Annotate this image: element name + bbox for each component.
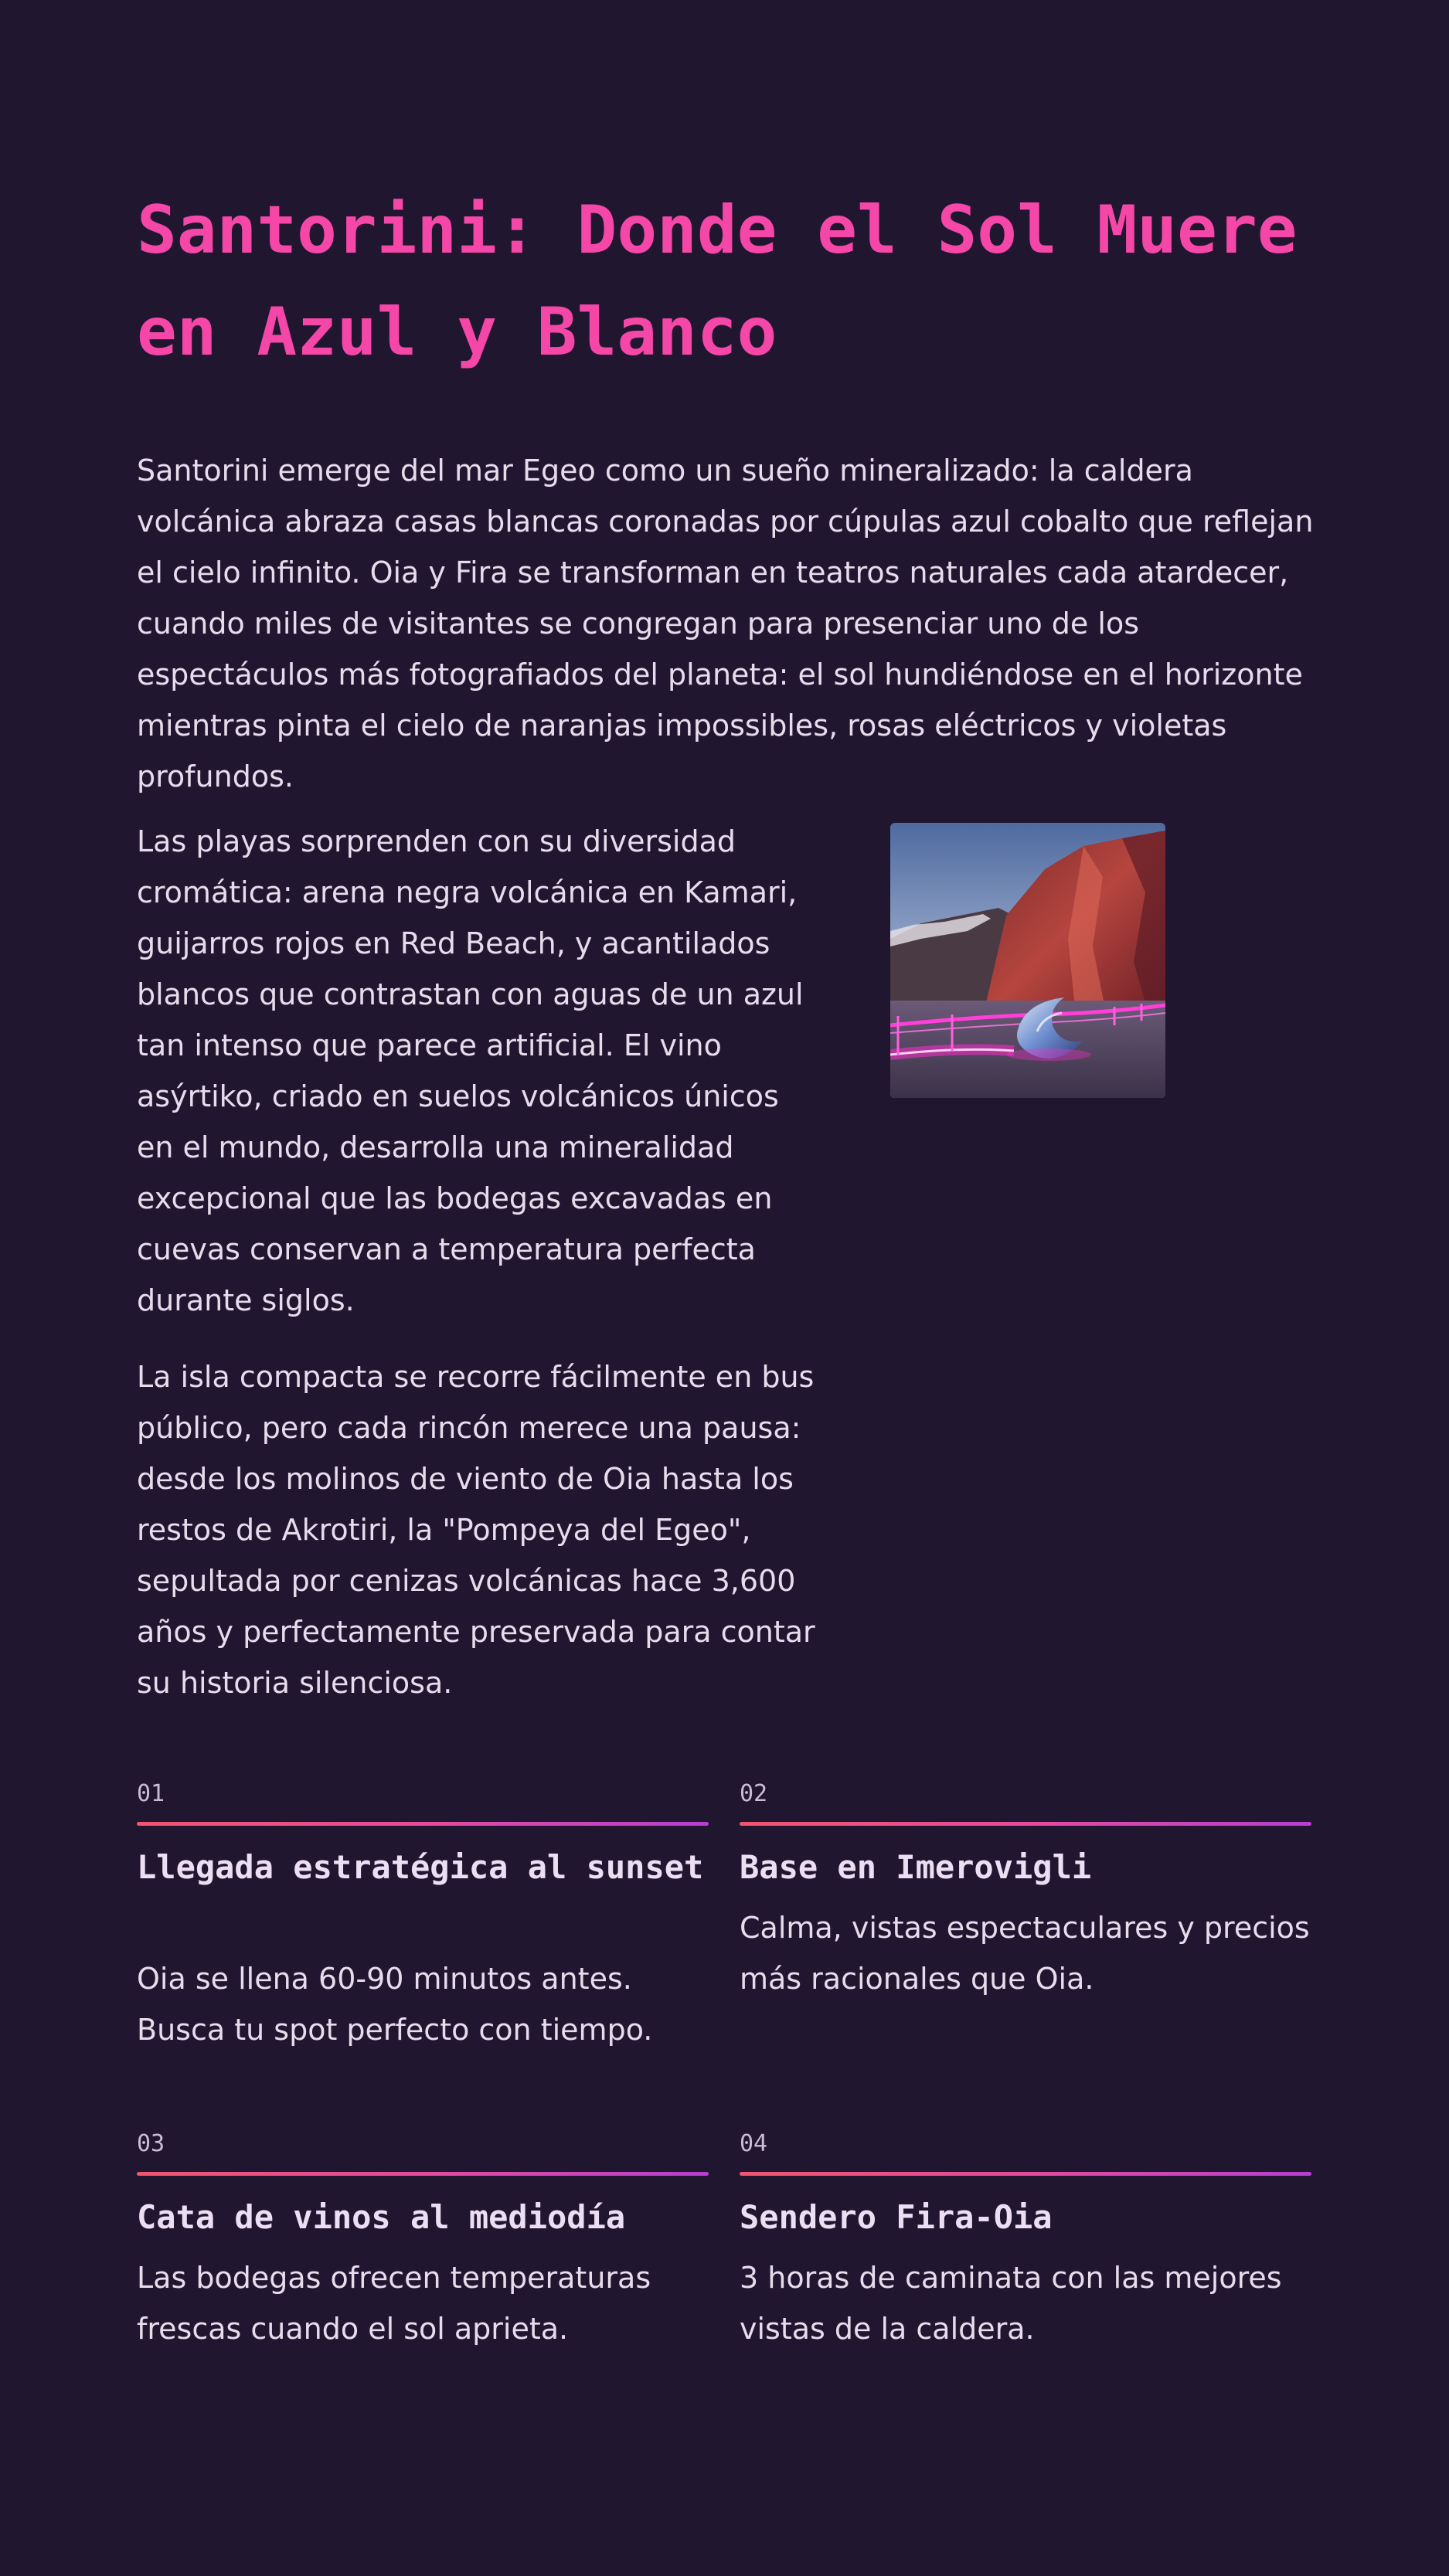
tip-divider: [137, 1822, 709, 1826]
tip-title: Llegada estratégica al sunset: [137, 1848, 704, 1886]
tip-divider: [137, 2172, 709, 2176]
tip-description: Calma, vistas espectaculares y precios más racionales que Oia.: [740, 1911, 1310, 1996]
intro-paragraph: Santorini emerge del mar Egeo como un sueño mineralizado: la caldera volcánica abraza casas blancas coronadas por cúpulas azul cobalto que reflejan el cielo infinito. Oia y Fira se transforman en teatros naturales cada atardecer, cuando miles de visitantes se congregan para presenciar uno de los espectáculos más fotografiados del planeta: el sol hundiéndose en el horizonte mientras pinta el cielo de naranjas impossibles, rosas eléctricos y violetas profundos.: [137, 454, 1314, 794]
tip-title: Cata de vinos al mediodía: [137, 2198, 626, 2236]
beaches-paragraph: Las playas sorprenden con su diversidad cromática: arena negra volcánica en Kamari, guijarros rojos en Red Beach, y acantilados blancos que contrastan con aguas de un azul tan intenso que parece artificial. El vino asýrtiko, criado en suelos volcánicos únicos en el mundo, desarrolla una mineralidad excepcional que las bodegas excavadas en cuevas conservan a temperatura perfecta durante siglos.: [137, 824, 804, 1317]
tip-divider: [740, 1822, 1311, 1826]
tip-description: 3 horas de caminata con las mejores vistas de la caldera.: [740, 2261, 1282, 2346]
tip-title: Sendero Fira-Oia: [740, 2198, 1053, 2236]
page-title: Santorini: Donde el Sol Muere en Azul y Blanco: [137, 192, 1298, 371]
tip-number: 04: [740, 2130, 768, 2157]
tip-title: Base en Imerovigli: [740, 1848, 1092, 1886]
tip-number: 02: [740, 1780, 768, 1807]
island-paragraph: La isla compacta se recorre fácilmente en bus público, pero cada rincón merece una pausa: desde los molinos de viento de Oia hasta los restos de Akrotiri, la "Pompeya del Egeo", sepultada por cenizas volcánicas hace 3,600 años y perfectamente preservada para contar su historia silenciosa.: [137, 1360, 815, 1700]
tip-number: 01: [137, 1780, 165, 1807]
tip-number: 03: [137, 2130, 165, 2157]
tip-description: Las bodegas ofrecen temperaturas frescas cuando el sol aprieta.: [137, 2261, 651, 2346]
tip-description: Oia se llena 60-90 minutos antes. Busca tu spot perfecto con tiempo.: [137, 1962, 653, 2047]
red-beach-neon-photo: [890, 823, 1165, 1098]
tip-divider: [740, 2172, 1311, 2176]
